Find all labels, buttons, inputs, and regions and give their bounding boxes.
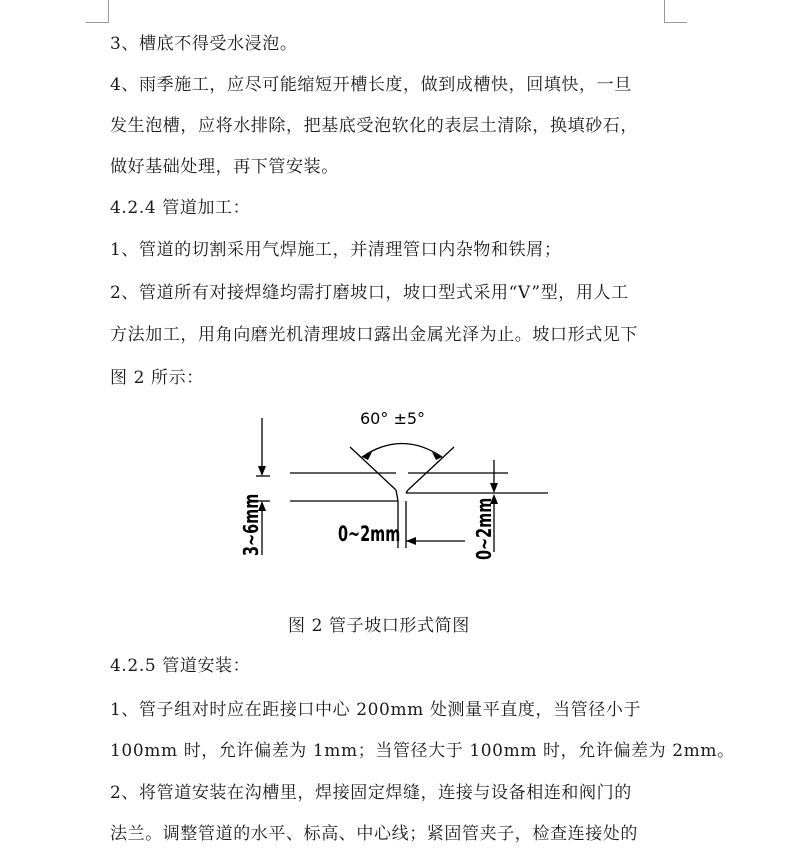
paragraph-line: 2、将管道安装在沟槽里，焊接固定焊缝，连接与设备相连和阀门的 <box>110 783 632 803</box>
paragraph-line: 1、管道的切割采用气焊施工，并清理管口内杂物和铁屑； <box>110 240 562 260</box>
right-dim-label: 0~2mm <box>473 497 497 560</box>
paragraph-line: 100mm 时，允许偏差为 1mm；当管径大于 100mm 时，允许偏差为 2mm。 <box>110 741 735 761</box>
paragraph-line: 方法加工，用角向磨光机清理坡口露出金属光泽为止。坡口形式见下 <box>110 325 638 345</box>
section-heading: 4.2.5 管道安装： <box>110 656 251 676</box>
paragraph-line: 做好基础处理，再下管安装。 <box>110 157 339 177</box>
paragraph-line: 1、管子组对时应在距接口中心 200mm 处测量平直度，当管径小于 <box>110 700 642 720</box>
gap-label: 0~2mm <box>338 522 401 547</box>
figure-caption: 图 2 管子坡口形式简图 <box>288 616 470 636</box>
groove-left-face <box>350 447 396 490</box>
paragraph-line: 2、管道所有对接焊缝均需打磨坡口，坡口型式采用“V”型，用人工 <box>110 283 629 303</box>
paragraph-line: 4、雨季施工，应尽可能缩短开槽长度，做到成槽快，回填快，一旦 <box>110 75 632 95</box>
right-dim-arrow <box>490 483 498 493</box>
angle-arc <box>362 444 442 458</box>
left-dim-label: 3~6mm <box>240 493 264 556</box>
left-dim-arrow <box>258 466 266 476</box>
paragraph-line: 3、槽底不得受水浸泡。 <box>110 34 298 54</box>
section-heading: 4.2.4 管道加工： <box>110 198 251 218</box>
paragraph-line: 图 2 所示： <box>110 368 204 388</box>
groove-right-face <box>408 447 454 490</box>
paragraph-line: 法兰。调整管道的水平、标高、中心线；紧固管夹子，检查连接处的 <box>110 824 638 844</box>
gap-arrow-head <box>406 537 416 545</box>
paragraph-line: 发生泡槽，应将水排除，把基底受泡软化的表层土清除，换填砂石， <box>110 116 638 136</box>
angle-label: 60° ±5° <box>360 409 426 428</box>
root-face-left <box>396 490 398 501</box>
